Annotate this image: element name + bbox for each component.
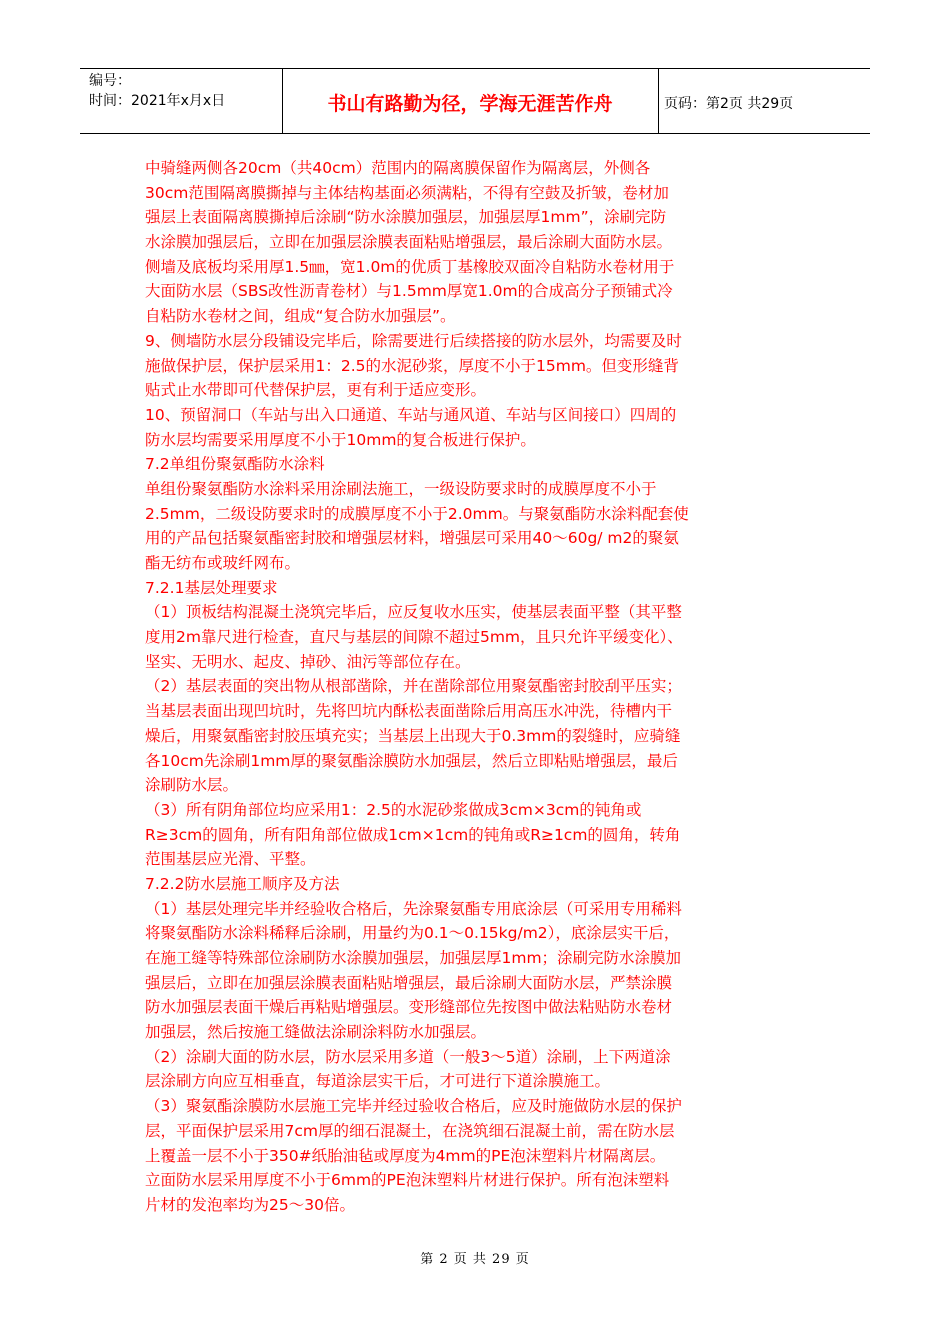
body-line: R≥3cm的圆角，所有阳角部位做成1cm×1cm的钝角或R≥1cm的圆角，转角 [145,825,681,844]
body-line: 坚实、无明水、起皮、掉砂、油污等部位存在。 [145,652,471,671]
section-heading: 7.2单组份聚氨酯防水涂料 [145,455,325,474]
body-line: （1）顶板结构混凝土浇筑完毕后，应反复收水压实，使基层表面平整（其平整 [145,603,682,622]
body-line: 侧墙及底板均采用厚1.5㎜，宽1.0m的优质丁基橡胶双面冷自粘防水卷材用于 [145,257,675,276]
body-line: 10、预留洞口（车站与出入口通道、车站与通风道、车站与区间接口）四周的 [145,405,677,424]
section-heading: 7.2.2防水层施工顺序及方法 [145,874,340,893]
body-line: 自粘防水卷材之间，组成“复合防水加强层”。 [145,307,456,326]
body-line: 燥后，用聚氨酯密封胶压填充实；当基层上出现大于0.3mm的裂缝时，应骑缝 [145,726,681,745]
body-line: 大面防水层（SBS改性沥青卷材）与1.5mm厚宽1.0m的合成高分子预铺式冷 [145,282,673,301]
body-line: 涂刷防水层。 [145,776,239,795]
body-line: （2）基层表面的突出物从根部凿除，并在凿除部位用聚氨酯密封胶刮平压实； [145,677,682,696]
body-line: 9、侧墙防水层分段铺设完毕后，除需要进行后续搭接的防水层外，均需要及时 [145,331,682,350]
page-footer: 第 2 页 共 29 页 [420,1252,530,1267]
header-motto-cell [282,69,659,133]
body-line: （2）涂刷大面的防水层，防水层采用多道（一般3～5道）涂刷，上下两道涂 [145,1047,671,1066]
code-label: 编号： [89,73,131,89]
body-line: 各10cm先涂刷1mm厚的聚氨酯涂膜防水加强层，然后立即粘贴增强层，最后 [145,751,678,770]
header-info-cell [80,69,283,133]
body-line: （3）聚氨酯涂膜防水层施工完毕并经过验收合格后，应及时施做防水层的保护 [145,1097,682,1116]
body-line: 水涂膜加强层后，立即在加强层涂膜表面粘贴增强层，最后涂刷大面防水层。 [145,233,673,252]
body-line: 酯无纺布或玻纤网布。 [145,554,301,572]
body-line: 范围基层应光滑、平整。 [145,850,316,869]
body-line: 用的产品包括聚氨酯密封胶和增强层材料，增强层可采用40～60g/ m2的聚氨 [145,529,679,548]
body-line: 单组份聚氨酯防水涂料采用涂刷法施工，一级设防要求时的成膜厚度不小于 [145,479,657,498]
body-line: 度用2m靠尺进行检查，直尺与基层的间隙不超过5mm，且只允许平缓变化）、 [145,628,683,647]
body-line: 施做保护层，保护层采用1：2.5的水泥砂浆，厚度不小于15mm。但变形缝背 [145,356,679,375]
body-line: 上覆盖一层不小于350#纸胎油毡或厚度为4mm的PE泡沫塑料片材隔离层。 [145,1146,666,1165]
body-line: 强层上表面隔离膜撕掉后涂刷“防水涂膜加强层，加强层厚1mm”，涂刷完防 [145,208,667,227]
body-line: 当基层表面出现凹坑时，先将凹坑内酥松表面凿除后用高压水冲洗，待槽内干 [145,702,673,721]
header-page-cell [658,69,870,133]
time-label: 时间：2021年x月x日 [89,93,226,109]
body-line: 立面防水层采用厚度不小于6mm的PE泡沫塑料片材进行保护。所有泡沫塑料 [145,1171,670,1190]
body-line: 在施工缝等特殊部位涂刷防水涂膜加强层，加强层厚1mm；涂刷完防水涂膜加 [145,949,682,967]
body-line: 片材的发泡率均为25～30倍。 [145,1195,355,1214]
body-line: 强层后，立即在加强层涂膜表面粘贴增强层，最后涂刷大面防水层，严禁涂膜 [145,973,673,992]
body-line: 加强层，然后按施工缝做法涂刷涂料防水加强层。 [145,1023,487,1042]
body-line: 贴式止水带即可代替保护层，更有利于适应变形。 [145,381,487,400]
body-line: （1）基层处理完毕并经验收合格后，先涂聚氨酯专用底涂层（可采用专用稀料 [145,899,682,918]
body-line: 防水层均需要采用厚度不小于10mm的复合板进行保护。 [145,430,536,449]
document-header [80,68,870,134]
body-line: 层，平面保护层采用7cm厚的细石混凝土，在浇筑细石混凝土前，需在防水层 [145,1121,675,1140]
body-line: 将聚氨酯防水涂料稀释后涂刷，用量约为0.1～0.15kg/m2），底涂层实干后， [145,924,680,943]
body-line: 防水加强层表面干燥后再粘贴增强层。变形缝部位先按图中做法粘贴防水卷材 [145,998,673,1017]
page-code: 页码：第2页 共29页 [664,96,794,112]
section-heading: 7.2.1基层处理要求 [145,578,278,597]
document-body [145,156,825,1218]
body-line: 中骑缝两侧各20cm（共40cm）范围内的隔离膜保留作为隔离层，外侧各 [145,159,651,177]
body-line: 30cm范围隔离膜撕掉与主体结构基面必须满粘，不得有空鼓及折皱，卷材加 [145,183,669,202]
body-line: （3）所有阴角部位均应采用1：2.5的水泥砂浆做成3cm×3cm的钝角或 [145,800,642,819]
body-line: 2.5mm，二级设防要求时的成膜厚度不小于2.0mm。与聚氨酯防水涂料配套使 [145,504,689,523]
motto: 书山有路勤为径，学海无涯苦作舟 [327,93,613,115]
body-line: 层涂刷方向应互相垂直，每道涂层实干后，才可进行下道涂膜施工。 [145,1072,611,1091]
